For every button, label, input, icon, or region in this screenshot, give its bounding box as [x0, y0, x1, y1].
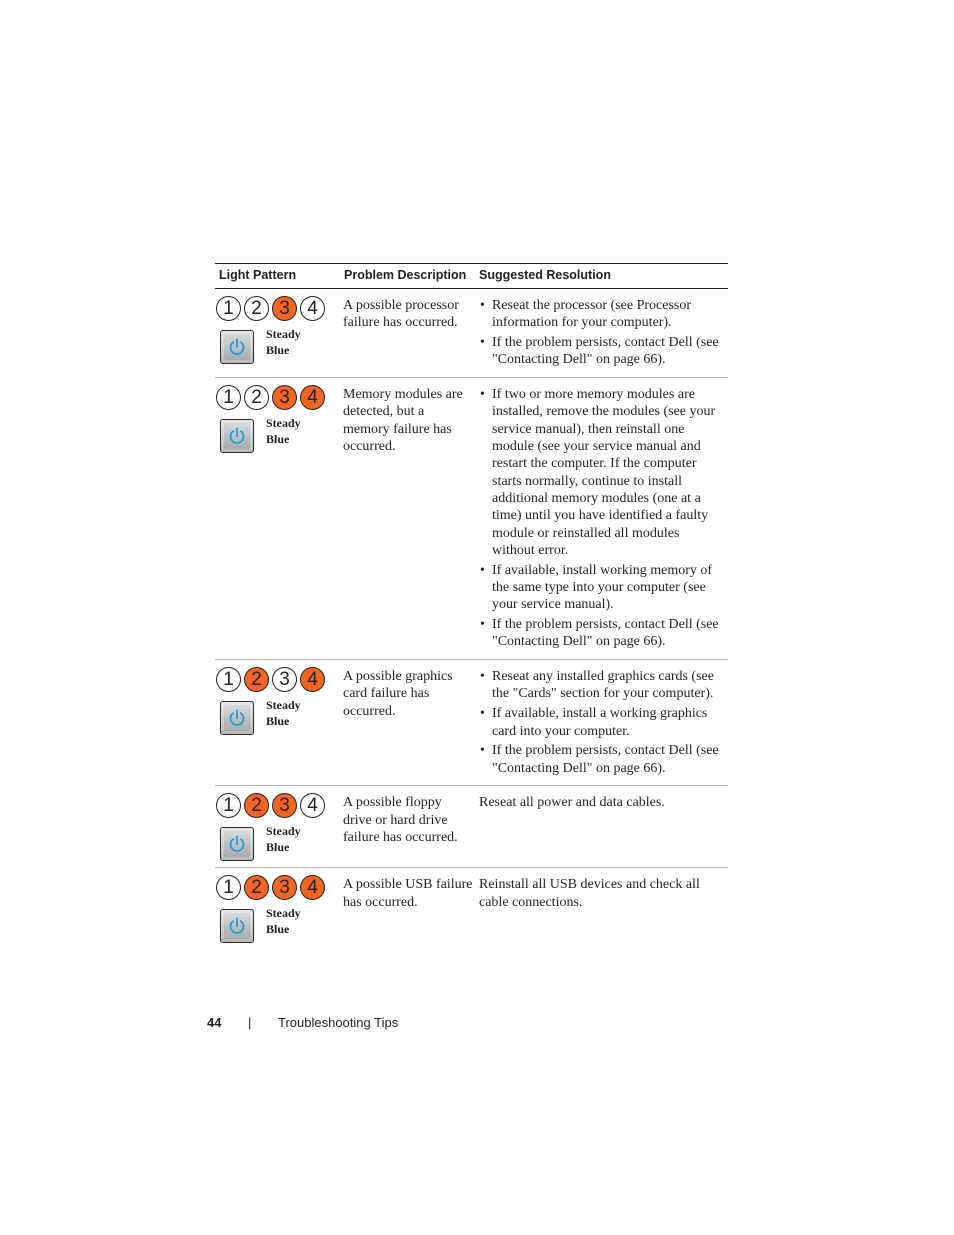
power-button-face: [224, 334, 250, 360]
resolution-text: Reinstall all USB devices and check all cable connections.: [479, 877, 700, 910]
diagnostic-light-icon: 1: [216, 296, 241, 321]
light-pattern-cell: [215, 660, 340, 786]
table-row: [215, 289, 728, 378]
resolution-item: • If the problem persists, contact Dell (see "Contacting Dell" on page 66).: [479, 616, 724, 651]
power-button-icon: [220, 330, 254, 364]
problem-description: A possible floppy drive or hard drive failure has occurred.: [340, 786, 475, 868]
power-light-state-text: Steady: [266, 824, 301, 839]
power-symbol-icon: [227, 916, 247, 936]
power-light-indicator: [216, 823, 340, 861]
power-light-state: [266, 905, 301, 937]
diagnostic-light-icon: 4: [300, 385, 325, 410]
resolution-list: [479, 668, 724, 777]
resolution-item: • If the problem persists, contact Dell (see "Contacting Dell" on page 66).: [479, 334, 724, 369]
table-row: [215, 868, 728, 950]
power-light-indicator: [216, 415, 340, 453]
diagnostic-light-icon: 4: [300, 296, 325, 321]
suggested-resolution: [475, 868, 728, 950]
diagnostic-light-icon: 3: [272, 296, 297, 321]
table-header-row: [215, 264, 728, 289]
problem-description: A possible graphics card failure has occurred.: [340, 660, 475, 786]
table-row: [215, 786, 728, 868]
diagnostic-lights: [216, 667, 340, 692]
power-light-state-text: Blue: [266, 922, 290, 937]
resolution-list: [479, 297, 724, 369]
diagnostic-lights: [216, 793, 340, 818]
power-light-state-text: Steady: [266, 416, 301, 431]
diagnostic-lights: [216, 385, 340, 410]
power-light-state: [266, 823, 301, 855]
power-light-state: [266, 326, 301, 358]
power-light-indicator: [216, 697, 340, 735]
table-body: [215, 289, 728, 950]
light-pattern-cell: [215, 289, 340, 378]
power-button-face: [224, 831, 250, 857]
light-pattern-cell: [215, 868, 340, 950]
power-button-icon: [220, 909, 254, 943]
diagnostic-light-icon: 1: [216, 385, 241, 410]
power-light-indicator: [216, 905, 340, 943]
resolution-item: • If two or more memory modules are installed, remove the modules (see your service manual), then reinstall one module (see your service manual and restart the computer. If the computer starts normally, continue to install additional memory modules (one at a time) until you have identified a faulty module or reinstalled all modules without error.: [479, 386, 724, 559]
suggested-resolution: [475, 786, 728, 868]
power-button-face: [224, 913, 250, 939]
header-suggested-resolution: Suggested Resolution: [475, 264, 728, 289]
resolution-list: [479, 386, 724, 650]
diagnostic-light-icon: 3: [272, 385, 297, 410]
light-pattern-cell: [215, 378, 340, 660]
diagnostic-light-icon: 2: [244, 793, 269, 818]
power-symbol-icon: [227, 834, 247, 854]
power-light-state-text: Steady: [266, 698, 301, 713]
power-light-state: [266, 415, 301, 447]
diagnostic-light-icon: 4: [300, 875, 325, 900]
table-row: [215, 660, 728, 786]
footer-separator: |: [248, 1015, 252, 1030]
power-button-face: [224, 705, 250, 731]
power-button-face: [224, 423, 250, 449]
diagnostic-light-icon: 3: [272, 667, 297, 692]
section-title: Troubleshooting Tips: [278, 1015, 399, 1030]
power-button-icon: [220, 419, 254, 453]
power-light-state-text: Blue: [266, 432, 290, 447]
problem-description: A possible processor failure has occurred.: [340, 289, 475, 378]
header-light-pattern: Light Pattern: [215, 264, 340, 289]
diagnostic-lights: [216, 875, 340, 900]
power-button-icon: [220, 827, 254, 861]
diagnostic-light-icon: 4: [300, 793, 325, 818]
power-symbol-icon: [227, 337, 247, 357]
diagnostic-light-icon: 2: [244, 385, 269, 410]
diagnostic-light-icon: 3: [272, 793, 297, 818]
table-row: [215, 378, 728, 660]
diagnostic-lights-table: [215, 263, 728, 949]
resolution-text: Reseat all power and data cables.: [479, 795, 665, 811]
page-number: 44: [207, 1015, 222, 1030]
power-symbol-icon: [227, 708, 247, 728]
diagnostic-light-icon: 1: [216, 667, 241, 692]
power-light-state: [266, 697, 301, 729]
diagnostic-light-icon: 1: [216, 875, 241, 900]
power-button-icon: [220, 701, 254, 735]
power-symbol-icon: [227, 426, 247, 446]
problem-description: A possible USB failure has occurred.: [343, 877, 473, 910]
resolution-item: • If available, install a working graphics card into your computer.: [479, 705, 724, 740]
resolution-item: • If the problem persists, contact Dell (see "Contacting Dell" on page 66).: [479, 742, 724, 777]
diagnostic-light-icon: 2: [244, 296, 269, 321]
light-pattern-cell: [215, 786, 340, 868]
power-light-state-text: Blue: [266, 714, 290, 729]
diagnostic-lights: [216, 296, 340, 321]
suggested-resolution: [475, 289, 728, 378]
power-light-state-text: Blue: [266, 343, 290, 357]
power-light-indicator: [216, 326, 340, 364]
power-light-state-text: Steady: [266, 906, 301, 921]
header-problem-description: Problem Description: [340, 264, 475, 289]
diagnostic-light-icon: 4: [300, 667, 325, 692]
power-light-state-text: Blue: [266, 840, 290, 855]
problem-description: Memory modules are detected, but a memory failure has occurred.: [340, 378, 475, 660]
diagnostic-light-icon: 2: [244, 875, 269, 900]
diagnostic-light-icon: 1: [216, 793, 241, 818]
diagnostic-light-icon: 3: [272, 875, 297, 900]
resolution-item: • If available, install working memory of the same type into your computer (see your service manual).: [479, 562, 724, 614]
resolution-item: • Reseat any installed graphics cards (see the "Cards" section for your computer).: [479, 668, 724, 703]
suggested-resolution: [475, 378, 728, 660]
resolution-item: • Reseat the processor (see Processor information for your computer).: [479, 297, 724, 332]
suggested-resolution: [475, 660, 728, 786]
diagnostic-light-icon: 2: [244, 667, 269, 692]
power-light-state-text: Steady: [266, 327, 301, 341]
